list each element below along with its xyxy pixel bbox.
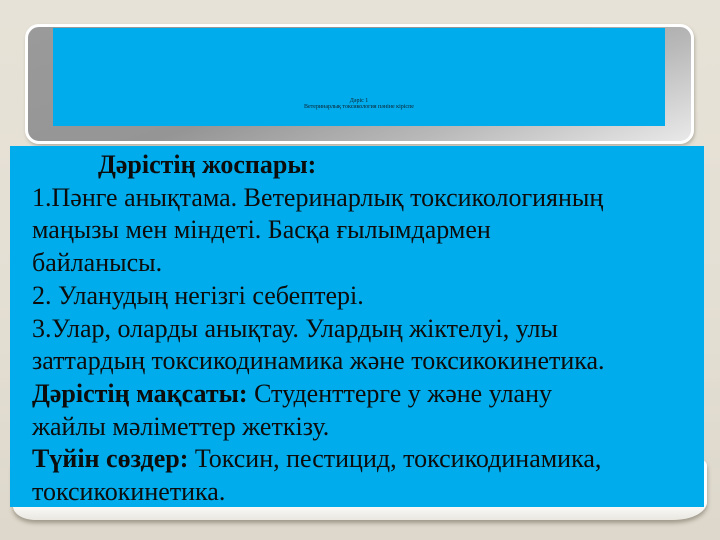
keywords-continued: токсикокинетика.	[32, 477, 226, 507]
title-box	[53, 28, 665, 126]
lecture-plan-item: 3.Улар, оларды анықтау. Улардың жіктелуі, улы	[32, 313, 559, 343]
lecture-plan-item: заттардың токсикодинамика және токсикокинетика.	[32, 346, 605, 376]
lecture-plan-item: 1.Пәнге анықтама. Ветеринарлық токсикологияның	[32, 182, 604, 212]
lecture-plan-heading: Дәрістің жоспары:	[98, 150, 317, 179]
title-panel	[25, 24, 694, 144]
slide-title-line1: Дәріс 1	[349, 98, 369, 104]
lecture-goal: Дәрістің мақсаты: Студенттерге у және улану	[32, 378, 552, 408]
keywords: Түйін сөздер: Токсин, пестицид, токсикодинамика,	[32, 444, 602, 474]
slide-title-line2: Ветеринарлық токсикология пәніне кіріспе	[304, 104, 414, 110]
lecture-plan-item: 2. Уланудың негізгі себептері.	[32, 280, 364, 310]
lecture-plan-item: байланысы.	[32, 248, 163, 278]
lecture-goal-continued: жайлы мәліметтер жеткізу.	[32, 411, 330, 441]
lecture-text	[32, 149, 698, 509]
lecture-plan-item: маңызы мен міндеті. Басқа ғылымдармен	[32, 215, 491, 245]
slide-title	[53, 98, 665, 111]
content-box	[10, 146, 704, 507]
